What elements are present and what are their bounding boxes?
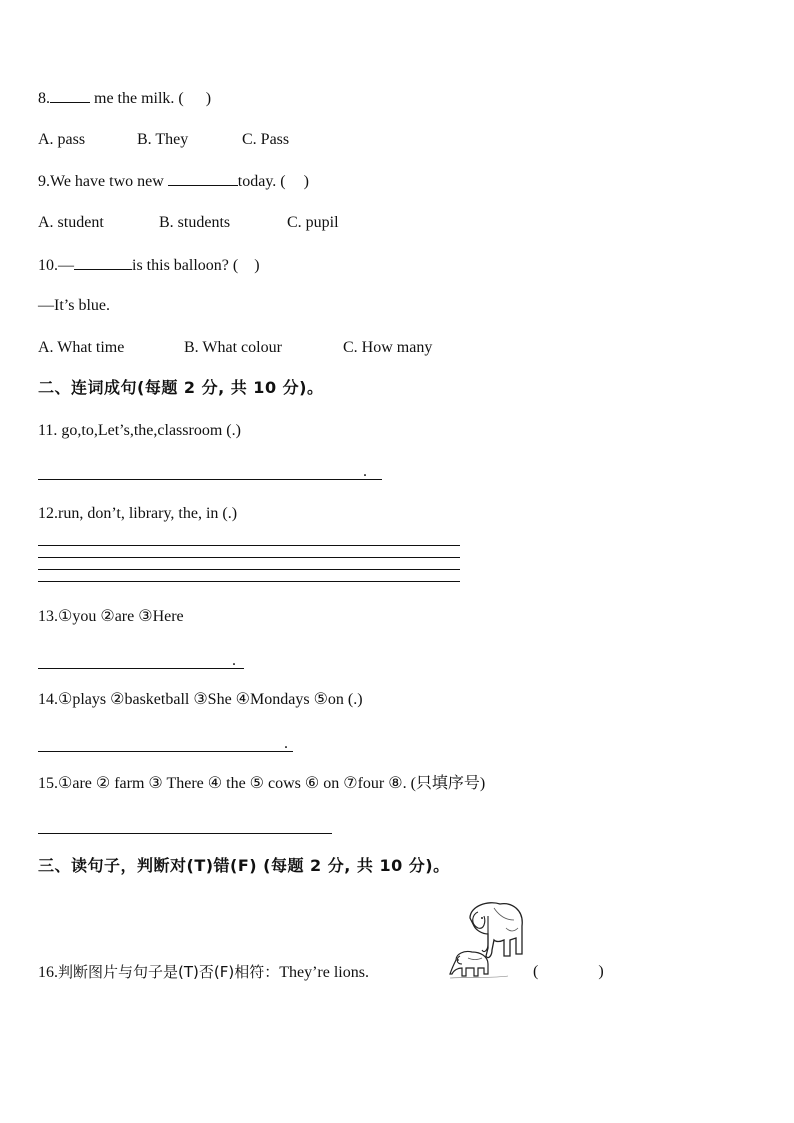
option-c[interactable]: C. pupil bbox=[287, 214, 339, 231]
question-10: 10.— is this balloon? ( ) bbox=[38, 257, 260, 274]
question-prompt: 判断图片与句子是(T)否(F)相符： bbox=[58, 963, 280, 981]
question-8: 8. me the milk. ( ) bbox=[38, 90, 212, 107]
question-text: We have two new bbox=[50, 173, 168, 190]
option-b[interactable]: B. What colour bbox=[184, 339, 282, 356]
question-10-answer: —It’s blue. bbox=[38, 297, 110, 314]
section-2-title: 二、连词成句(每题 2 分, 共 10 分)。 bbox=[38, 378, 324, 397]
question-13: 13.①you ②are ③Here bbox=[38, 608, 184, 625]
elephant-picture bbox=[448, 898, 528, 980]
answer-blank[interactable] bbox=[74, 255, 132, 270]
answer-line[interactable] bbox=[38, 751, 293, 752]
question-number: 9. bbox=[38, 173, 50, 190]
question-15: 15.①are ② farm ③ There ④ the ⑤ cows ⑥ on ⑦four ⑧. (只填序号) bbox=[38, 775, 486, 792]
question-11: 11. go,to,Let’s,the,classroom (.) bbox=[38, 422, 241, 439]
option-c[interactable]: C. How many bbox=[343, 339, 433, 356]
period: . bbox=[363, 463, 367, 480]
period: . bbox=[232, 652, 236, 669]
option-b[interactable]: B. students bbox=[159, 214, 231, 231]
question-8-options bbox=[38, 130, 289, 150]
option-a[interactable]: A. pass bbox=[38, 131, 86, 148]
question-10-options bbox=[38, 338, 432, 358]
question-14: 14.①plays ②basketball ③She ④Mondays ⑤on (.) bbox=[38, 691, 363, 708]
answer-parentheses[interactable]: ( ) bbox=[533, 963, 604, 980]
answer-line[interactable] bbox=[38, 581, 460, 582]
answer-line[interactable] bbox=[38, 668, 244, 669]
section-3-title: 三、读句子，判断对(T)错(F) (每题 2 分, 共 10 分)。 bbox=[38, 856, 450, 875]
answer-line[interactable] bbox=[38, 569, 460, 570]
question-sentence: They’re lions. bbox=[279, 964, 369, 981]
question-text: me the milk. ( bbox=[90, 90, 184, 107]
answer-line[interactable] bbox=[38, 479, 382, 480]
period: . bbox=[284, 735, 288, 752]
option-a[interactable]: A. student bbox=[38, 214, 104, 231]
question-number: 8. bbox=[38, 90, 50, 107]
question-12: 12.run, don’t, library, the, in (.) bbox=[38, 505, 238, 522]
question-9: 9.We have two new today. ( ) bbox=[38, 173, 309, 190]
option-c[interactable]: C. Pass bbox=[242, 131, 290, 148]
answer-blank[interactable] bbox=[50, 88, 90, 103]
option-a[interactable]: A. What time bbox=[38, 339, 125, 356]
answer-line[interactable] bbox=[38, 833, 332, 834]
answer-line[interactable] bbox=[38, 557, 460, 558]
answer-line[interactable] bbox=[38, 545, 460, 546]
question-number: 16. bbox=[38, 964, 58, 981]
question-9-options bbox=[38, 213, 339, 233]
answer-blank[interactable] bbox=[168, 171, 238, 186]
question-number: 10. bbox=[38, 257, 58, 274]
option-b[interactable]: B. They bbox=[137, 131, 189, 148]
question-16 bbox=[38, 962, 369, 983]
